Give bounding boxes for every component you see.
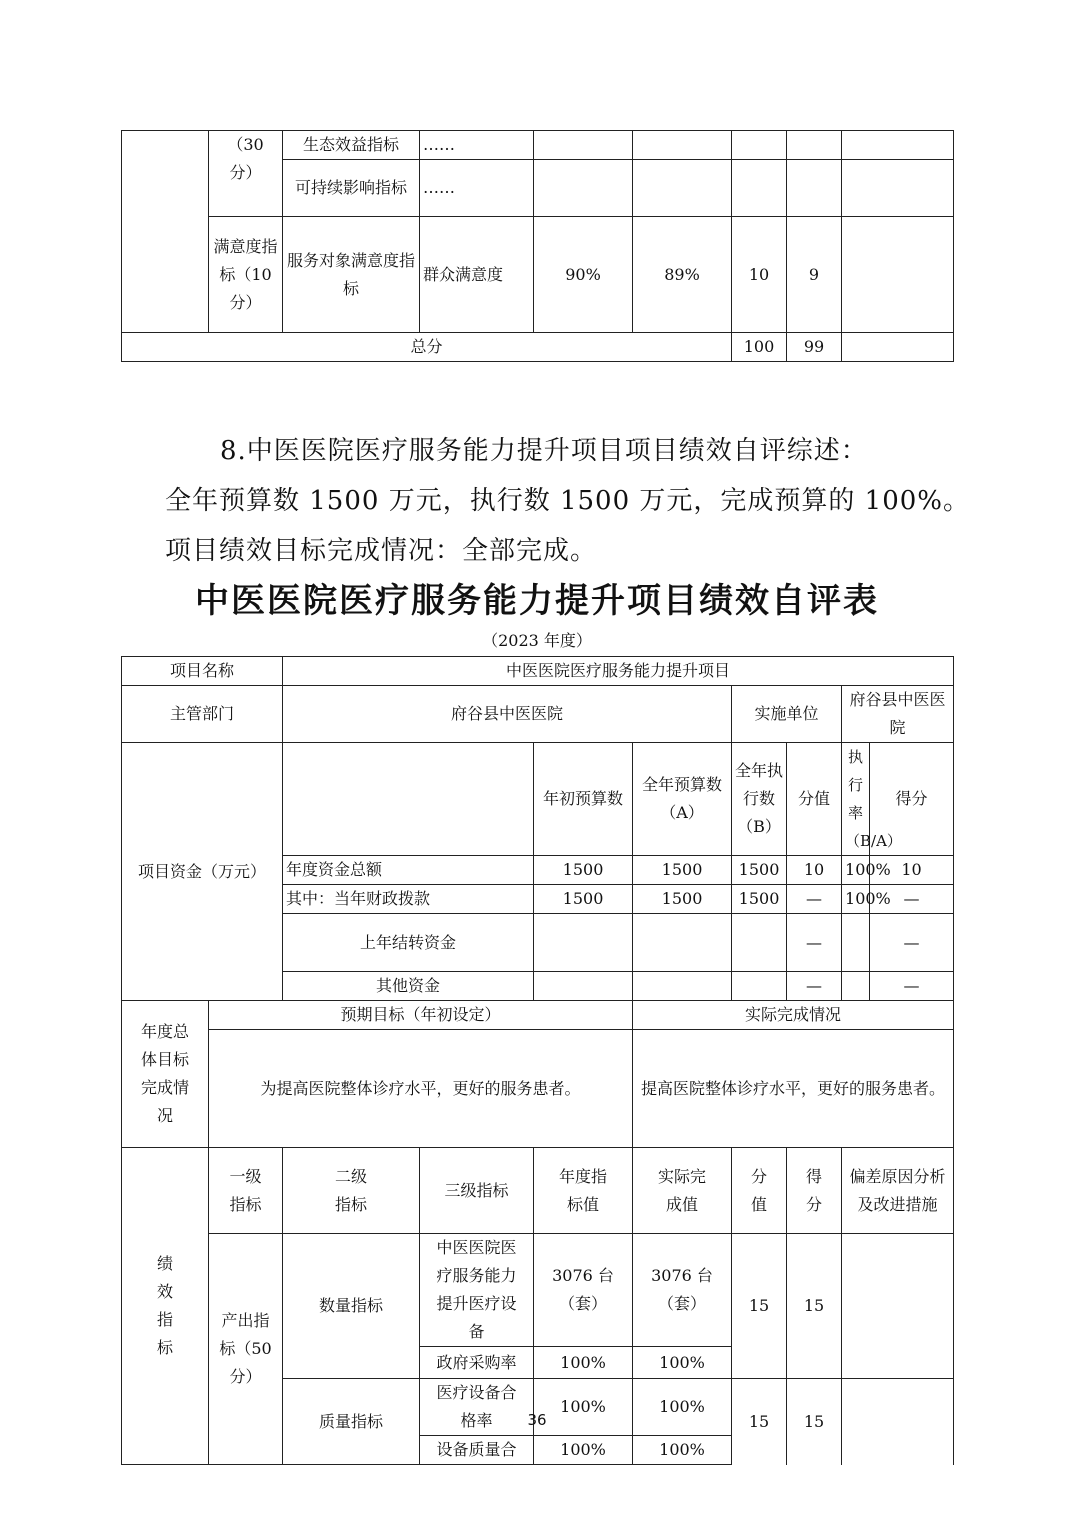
perf-header: 三级指标 xyxy=(420,1148,534,1234)
fund-value: — xyxy=(870,885,954,914)
quantity-got: 15 xyxy=(787,1234,842,1379)
fund-value xyxy=(633,972,732,1001)
satisfaction-actual: 89% xyxy=(633,217,732,333)
empty-cell xyxy=(732,160,787,217)
quantity-actual: 3076 台（套） xyxy=(633,1234,732,1347)
perf-header: 偏差原因分析及改进措施 xyxy=(842,1148,954,1234)
satisfaction-score: 10 xyxy=(732,217,787,333)
fund-header: 全年预算数（A） xyxy=(633,743,732,856)
perf-label-text: 绩效指标 xyxy=(156,1254,173,1357)
goal-label: 年度总体目标完成情况 xyxy=(122,1001,209,1148)
satisfaction-target: 90% xyxy=(534,217,633,333)
fund-label-text: 项目资金（万元） xyxy=(138,861,267,881)
quantity-name: 中医医院医疗服务能力提升医疗设备 xyxy=(420,1234,534,1347)
table-title: 中医医院医疗服务能力提升项目绩效自评表 xyxy=(195,581,879,621)
quantity-score: 15 xyxy=(732,1234,787,1379)
fund-value: 1500 xyxy=(633,856,732,885)
total-score: 100 xyxy=(732,333,787,362)
fund-value: 100% xyxy=(842,885,870,914)
empty-cell xyxy=(787,160,842,217)
quality-actual: 100% xyxy=(633,1379,732,1436)
perf-header: 实际完成值 xyxy=(633,1148,732,1234)
summary-line-3: 项目绩效目标完成情况：全部完成。 xyxy=(165,536,598,566)
perf-header: 分值 xyxy=(732,1148,787,1234)
empty-cell xyxy=(842,160,954,217)
fund-header: 全年执行数（B） xyxy=(732,743,787,856)
fund-row-label: 其他资金 xyxy=(283,972,534,1001)
fund-value: — xyxy=(870,914,954,972)
total-label: 总分 xyxy=(122,333,732,362)
fund-value xyxy=(633,914,732,972)
fund-value: 1500 xyxy=(732,885,787,914)
fund-header: 年初预算数 xyxy=(534,743,633,856)
empty-cell xyxy=(842,1234,954,1379)
satisfaction-indicator: 服务对象满意度指标 xyxy=(283,217,420,333)
project-name-label: 项目名称 xyxy=(122,657,283,686)
empty-cell xyxy=(842,217,954,333)
satisfaction-level-cell: 满意度指标（10分） xyxy=(209,217,283,333)
empty-cell xyxy=(534,160,633,217)
indicator-sustain: 可持续影响指标 xyxy=(283,160,420,217)
fund-value xyxy=(842,914,870,972)
fund-value xyxy=(732,914,787,972)
empty-cell xyxy=(633,131,732,160)
satisfaction-third: 群众满意度 xyxy=(420,217,534,333)
quality-target: 100% xyxy=(534,1379,633,1436)
goal-expected-label: 预期目标（年初设定） xyxy=(209,1001,633,1030)
fund-value: — xyxy=(787,972,842,1001)
page-number: 36 xyxy=(527,1411,547,1429)
fund-header: 执行率（B/A） xyxy=(842,743,870,856)
fund-value: — xyxy=(787,885,842,914)
goal-actual: 提高医院整体诊疗水平，更好的服务患者。 xyxy=(633,1030,954,1148)
quality-name: 医疗设备合格率 xyxy=(420,1379,534,1436)
empty-cell xyxy=(787,131,842,160)
dept-label: 主管部门 xyxy=(122,686,283,743)
quantity-name: 政府采购率 xyxy=(420,1347,534,1379)
quantity-target: 100% xyxy=(534,1347,633,1379)
summary-line-1: 8.中医医院医疗服务能力提升项目项目绩效自评综述： xyxy=(220,436,868,466)
indicator-ecology-value: …… xyxy=(420,131,534,160)
indicator-sustain-value: …… xyxy=(420,160,534,217)
fund-value: 1500 xyxy=(633,885,732,914)
fund-value: 1500 xyxy=(534,856,633,885)
indicator-ecology: 生态效益指标 xyxy=(283,131,420,160)
quantity-actual: 100% xyxy=(633,1347,732,1379)
dept-value: 府谷县中医医院 xyxy=(283,686,732,743)
fund-value xyxy=(842,972,870,1001)
total-got: 99 xyxy=(787,333,842,362)
fund-value xyxy=(534,972,633,1001)
perf-header: 二级指标 xyxy=(283,1148,420,1234)
perf-header: 年度指标值 xyxy=(534,1148,633,1234)
fund-header: 分值 xyxy=(787,743,842,856)
fund-value xyxy=(534,914,633,972)
satisfaction-got: 9 xyxy=(787,217,842,333)
table-year: （2023 年度） xyxy=(482,631,592,650)
quality-label: 质量指标 xyxy=(283,1379,420,1465)
fund-value: 1500 xyxy=(732,856,787,885)
perf-header: 一级指标 xyxy=(209,1148,283,1234)
fund-value: 10 xyxy=(870,856,954,885)
impl-label: 实施单位 xyxy=(732,686,842,743)
fund-label xyxy=(122,743,283,1001)
empty-cell xyxy=(283,743,534,856)
summary-line-2: 全年预算数 1500 万元，执行数 1500 万元，完成预算的 100%。 xyxy=(165,486,970,516)
perf-header: 得分 xyxy=(787,1148,842,1234)
fund-row-label: 年度资金总额 xyxy=(283,856,534,885)
first-level-score-cell xyxy=(209,131,283,217)
score-part-1: （30 xyxy=(227,135,264,154)
goal-expected: 为提高医院整体诊疗水平，更好的服务患者。 xyxy=(209,1030,633,1148)
fund-value: 100% xyxy=(842,856,870,885)
empty-cell xyxy=(633,160,732,217)
fund-value xyxy=(732,972,787,1001)
fund-row-label: 其中：当年财政拨款 xyxy=(283,885,534,914)
fund-value: — xyxy=(787,914,842,972)
empty-cell xyxy=(842,131,954,160)
output-label: 产出指标（50分） xyxy=(209,1234,283,1465)
quality-score: 15 xyxy=(732,1379,787,1465)
goal-actual-label: 实际完成情况 xyxy=(633,1001,954,1030)
quantity-label: 数量指标 xyxy=(283,1234,420,1379)
fund-value: 1500 xyxy=(534,885,633,914)
empty-cell xyxy=(732,131,787,160)
project-name: 中医医院医疗服务能力提升项目 xyxy=(283,657,954,686)
impl-value: 府谷县中医医院 xyxy=(842,686,954,743)
quality-got: 15 xyxy=(787,1379,842,1465)
fund-value: — xyxy=(870,972,954,1001)
quality-target: 100% xyxy=(534,1436,633,1465)
fund-value: 10 xyxy=(787,856,842,885)
quantity-target: 3076 台（套） xyxy=(534,1234,633,1347)
blank-cell xyxy=(122,131,209,333)
fund-header: 得分 xyxy=(870,743,954,856)
empty-cell xyxy=(842,333,954,362)
fund-row-label: 上年结转资金 xyxy=(283,914,534,972)
self-evaluation-table xyxy=(121,656,954,1465)
quality-actual: 100% xyxy=(633,1436,732,1465)
empty-cell xyxy=(534,131,633,160)
score-part-2: 分） xyxy=(229,163,262,182)
quality-name: 设备质量合 xyxy=(420,1436,534,1465)
continued-table xyxy=(121,130,954,362)
